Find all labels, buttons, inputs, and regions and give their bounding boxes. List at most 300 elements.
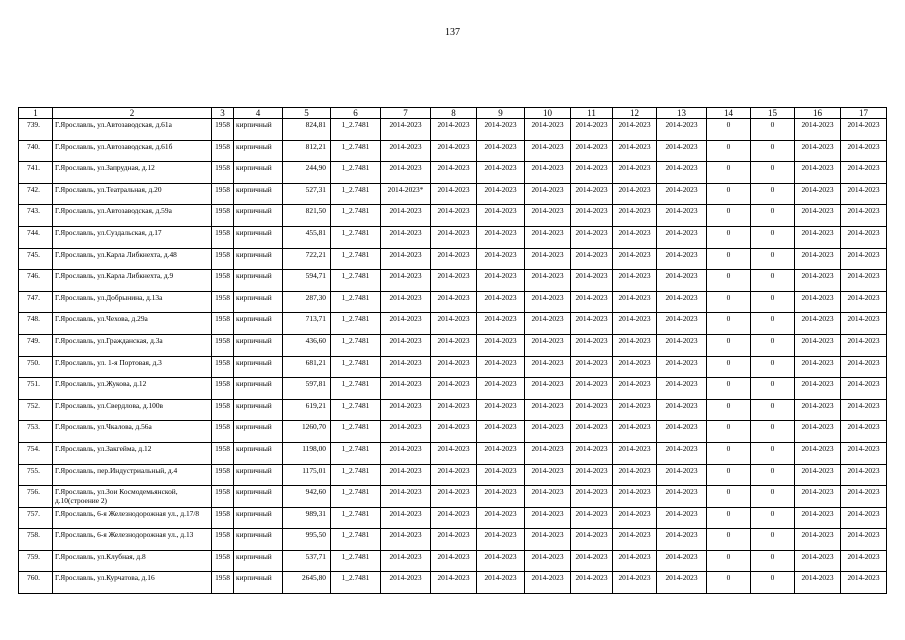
table-cell: кирпичный <box>234 313 283 335</box>
table-row <box>19 183 887 205</box>
table-cell: 2014-2023 <box>841 421 887 443</box>
table-cell: 1958 <box>212 442 234 464</box>
table-cell: 2014-2023 <box>795 378 841 400</box>
table-row <box>19 119 887 141</box>
table-cell: 2014-2023 <box>477 378 525 400</box>
table-cell: 2014-2023 <box>795 162 841 184</box>
table-cell: 2014-2023 <box>613 421 657 443</box>
table-cell: 2014-2023 <box>431 529 477 551</box>
table-cell: 2014-2023 <box>795 313 841 335</box>
table-cell: 1_2.7481 <box>331 356 381 378</box>
column-header: 16 <box>795 108 841 119</box>
table-cell: 2014-2023 <box>571 464 613 486</box>
table-cell: 995,50 <box>283 529 331 551</box>
table-cell: 2014-2023 <box>477 270 525 292</box>
table-cell: 2014-2023 <box>795 119 841 141</box>
table-cell: 2014-2023 <box>381 205 431 227</box>
table-cell: 2014-2023 <box>477 486 525 508</box>
column-header: 9 <box>477 108 525 119</box>
table-cell: 2014-2023 <box>381 399 431 421</box>
table-cell: 0 <box>751 313 795 335</box>
table-cell: 1958 <box>212 378 234 400</box>
table-cell: 0 <box>751 378 795 400</box>
table-cell: 2014-2023 <box>613 356 657 378</box>
table-cell: 2014-2023 <box>657 550 707 572</box>
table-cell: 2014-2023 <box>525 550 571 572</box>
table-cell: 2014-2023 <box>381 572 431 594</box>
table-cell: 2014-2023 <box>525 529 571 551</box>
table-cell: 2014-2023 <box>477 226 525 248</box>
table-cell: 2014-2023 <box>657 464 707 486</box>
table-cell: 2014-2023 <box>525 378 571 400</box>
table-cell: Г.Ярославль, ул.Зои Космодемьянской, д.10(строение 2) <box>53 486 212 508</box>
table-cell: 2014-2023 <box>795 442 841 464</box>
table-cell: 2014-2023 <box>613 572 657 594</box>
table-cell: 1958 <box>212 248 234 270</box>
table-cell: 2014-2023 <box>571 486 613 508</box>
table-row <box>19 356 887 378</box>
table-cell: 0 <box>751 486 795 508</box>
table-cell: Г.Ярославль, ул. 1-я Портовая, д.3 <box>53 356 212 378</box>
table-cell: 0 <box>707 486 751 508</box>
table-cell: 0 <box>751 421 795 443</box>
column-header: 5 <box>283 108 331 119</box>
table-cell: 2014-2023 <box>431 507 477 529</box>
table-cell: 0 <box>707 313 751 335</box>
table-cell: 0 <box>751 291 795 313</box>
table-cell: 1_2.7481 <box>331 421 381 443</box>
table-cell: 2014-2023 <box>571 248 613 270</box>
table-cell: Г.Ярославль, ул.Театральная, д.20 <box>53 183 212 205</box>
table-cell: Г.Ярославль, ул.Гражданская, д.3а <box>53 334 212 356</box>
table-cell: 2014-2023 <box>381 162 431 184</box>
table-cell: 2014-2023 <box>613 442 657 464</box>
table-cell: 756. <box>19 486 53 508</box>
table-cell: 2014-2023 <box>841 464 887 486</box>
table-cell: 2014-2023 <box>657 313 707 335</box>
table-cell: 2014-2023 <box>613 183 657 205</box>
table-cell: 2014-2023 <box>795 486 841 508</box>
table-cell: 741. <box>19 162 53 184</box>
table-cell: 2014-2023 <box>431 486 477 508</box>
table-cell: Г.Ярославль, ул.Жукова, д.12 <box>53 378 212 400</box>
table-cell: кирпичный <box>234 226 283 248</box>
table-cell: 436,60 <box>283 334 331 356</box>
table-cell: 2014-2023 <box>613 313 657 335</box>
table-cell: 2014-2023 <box>477 140 525 162</box>
table-cell: кирпичный <box>234 486 283 508</box>
table-cell: 287,30 <box>283 291 331 313</box>
table-cell: 2014-2023 <box>525 226 571 248</box>
table-cell: 2014-2023 <box>657 378 707 400</box>
table-row <box>19 140 887 162</box>
table-cell: 2014-2023 <box>657 572 707 594</box>
table-cell: кирпичный <box>234 248 283 270</box>
table-cell: 2014-2023 <box>795 291 841 313</box>
table-cell: 1958 <box>212 183 234 205</box>
table-cell: 0 <box>707 464 751 486</box>
table-cell: 1958 <box>212 399 234 421</box>
table-cell: 1958 <box>212 572 234 594</box>
table-cell: 2014-2023 <box>477 442 525 464</box>
table-cell: 1958 <box>212 334 234 356</box>
table-cell: 2014-2023 <box>525 205 571 227</box>
column-header: 1 <box>19 108 53 119</box>
table-cell: 0 <box>751 119 795 141</box>
table-cell: 455,81 <box>283 226 331 248</box>
table-cell: Г.Ярославль, ул.Автозаводская, д.59а <box>53 205 212 227</box>
table-cell: 713,71 <box>283 313 331 335</box>
table-row <box>19 205 887 227</box>
table-cell: 0 <box>707 226 751 248</box>
table-cell: 2014-2023 <box>477 507 525 529</box>
table-row <box>19 270 887 292</box>
table-cell: 2014-2023 <box>477 399 525 421</box>
table-cell: 745. <box>19 248 53 270</box>
table-cell: 1_2.7481 <box>331 378 381 400</box>
table-cell: 2014-2023 <box>613 226 657 248</box>
table-row <box>19 486 887 508</box>
table-cell: 0 <box>707 205 751 227</box>
table-cell: 1_2.7481 <box>331 270 381 292</box>
table-cell: 537,71 <box>283 550 331 572</box>
table-cell: 0 <box>751 226 795 248</box>
table-cell: Г.Ярославль, ул.Карла Либкнехта, д.9 <box>53 270 212 292</box>
table-row <box>19 378 887 400</box>
table-cell: 2014-2023 <box>525 162 571 184</box>
column-header: 11 <box>571 108 613 119</box>
table-cell: 2014-2023 <box>525 442 571 464</box>
table-cell: Г.Ярославль, ул.Свердлова, д.100в <box>53 399 212 421</box>
table-cell: 749. <box>19 334 53 356</box>
table-cell: 0 <box>751 529 795 551</box>
table-cell: 2014-2023 <box>525 119 571 141</box>
table-cell: кирпичный <box>234 550 283 572</box>
table-cell: 0 <box>707 572 751 594</box>
column-header: 12 <box>613 108 657 119</box>
table-cell: 0 <box>707 399 751 421</box>
table-cell: 2014-2023 <box>841 356 887 378</box>
table-cell: 681,21 <box>283 356 331 378</box>
table-cell: 2014-2023 <box>525 334 571 356</box>
table-cell: Г.Ярославль, ул.Закгейма, д.12 <box>53 442 212 464</box>
table-cell: 743. <box>19 205 53 227</box>
table-cell: 821,50 <box>283 205 331 227</box>
table-cell: 2014-2023 <box>841 399 887 421</box>
table-cell: 1_2.7481 <box>331 399 381 421</box>
table-cell: 1_2.7481 <box>331 334 381 356</box>
table-cell: 2014-2023 <box>477 356 525 378</box>
table-cell: 0 <box>707 119 751 141</box>
table-cell: 2014-2023 <box>525 291 571 313</box>
table-cell: 2014-2023 <box>657 119 707 141</box>
table-cell: 2014-2023 <box>841 486 887 508</box>
table-cell: кирпичный <box>234 356 283 378</box>
table-cell: 2014-2023 <box>431 162 477 184</box>
table-cell: 1_2.7481 <box>331 442 381 464</box>
table-cell: кирпичный <box>234 119 283 141</box>
table-cell: 2014-2023 <box>381 486 431 508</box>
table-row <box>19 550 887 572</box>
table-cell: 1_2.7481 <box>331 183 381 205</box>
table-cell: Г.Ярославль, ул.Автозаводская, д.61б <box>53 140 212 162</box>
table-cell: 2014-2023 <box>657 270 707 292</box>
table-cell: 2014-2023 <box>431 399 477 421</box>
table-cell: 742. <box>19 183 53 205</box>
table-cell: 2014-2023 <box>431 464 477 486</box>
table-cell: 2014-2023 <box>841 226 887 248</box>
table-cell: 2014-2023 <box>657 205 707 227</box>
table-cell: 2014-2023 <box>477 291 525 313</box>
table-cell: 2014-2023 <box>571 291 613 313</box>
table-cell: 740. <box>19 140 53 162</box>
table-cell: 2014-2023 <box>431 205 477 227</box>
table-cell: 757. <box>19 507 53 529</box>
table-row <box>19 334 887 356</box>
table-cell: 1198,00 <box>283 442 331 464</box>
table-cell: 722,21 <box>283 248 331 270</box>
table-cell: 244,90 <box>283 162 331 184</box>
table-cell: 1_2.7481 <box>331 162 381 184</box>
table-cell: 2014-2023 <box>657 442 707 464</box>
table-cell: 2014-2023 <box>477 183 525 205</box>
table-cell: 2014-2023 <box>795 226 841 248</box>
housing-table <box>18 107 887 594</box>
table-header-row <box>19 108 887 119</box>
table-cell: 0 <box>751 162 795 184</box>
table-cell: 2014-2023 <box>477 550 525 572</box>
table-cell: кирпичный <box>234 162 283 184</box>
table-cell: 2014-2023 <box>525 313 571 335</box>
table-cell: 2014-2023 <box>613 464 657 486</box>
table-cell: 0 <box>707 248 751 270</box>
table-cell: 2014-2023 <box>657 529 707 551</box>
table-cell: 2014-2023 <box>477 529 525 551</box>
column-header: 8 <box>431 108 477 119</box>
table-cell: 2014-2023 <box>431 572 477 594</box>
table-cell: 2014-2023 <box>431 421 477 443</box>
table-cell: 2014-2023 <box>657 421 707 443</box>
table-cell: 1175,01 <box>283 464 331 486</box>
table-cell: 2014-2023 <box>525 486 571 508</box>
table-cell: кирпичный <box>234 183 283 205</box>
column-header: 3 <box>212 108 234 119</box>
table-cell: 1958 <box>212 119 234 141</box>
table-cell: 2014-2023 <box>477 464 525 486</box>
table-cell: Г.Ярославль, 6-я Железнодорожная ул., д.13 <box>53 529 212 551</box>
table-cell: 1_2.7481 <box>331 119 381 141</box>
table-cell: 2014-2023 <box>431 183 477 205</box>
table-cell: 2014-2023 <box>525 140 571 162</box>
table-cell: 2014-2023 <box>841 334 887 356</box>
table-cell: 2014-2023 <box>571 226 613 248</box>
table-cell: 2014-2023 <box>657 399 707 421</box>
table-cell: 2014-2023 <box>613 378 657 400</box>
table-cell: 2014-2023 <box>571 356 613 378</box>
column-header: 15 <box>751 108 795 119</box>
table-cell: 1958 <box>212 226 234 248</box>
table-cell: 2014-2023 <box>657 356 707 378</box>
table-cell: 2014-2023 <box>381 464 431 486</box>
table-cell: 2014-2023 <box>571 507 613 529</box>
table-cell: 0 <box>707 291 751 313</box>
table-cell: 2014-2023 <box>381 140 431 162</box>
table-cell: 2014-2023 <box>571 183 613 205</box>
table-cell: 2014-2023 <box>657 183 707 205</box>
table-cell: 0 <box>751 183 795 205</box>
table-row <box>19 421 887 443</box>
table-cell: 1958 <box>212 486 234 508</box>
table-cell: 2014-2023 <box>477 119 525 141</box>
table-cell: 751. <box>19 378 53 400</box>
table-cell: 2014-2023 <box>795 183 841 205</box>
table-cell: 2014-2023 <box>795 205 841 227</box>
table-cell: Г.Ярославль, ул.Добрынина, д.13а <box>53 291 212 313</box>
table-cell: 2014-2023 <box>381 442 431 464</box>
table-cell: 2014-2023 <box>613 529 657 551</box>
table-cell: 2014-2023 <box>571 140 613 162</box>
table-cell: 0 <box>707 183 751 205</box>
table-cell: 0 <box>707 421 751 443</box>
table-cell: 0 <box>707 334 751 356</box>
table-cell: Г.Ярославль, ул.Клубная, д.8 <box>53 550 212 572</box>
table-row <box>19 291 887 313</box>
table-cell: 2014-2023 <box>841 205 887 227</box>
column-header: 2 <box>53 108 212 119</box>
table-cell: 753. <box>19 421 53 443</box>
table-cell: 2014-2023 <box>381 529 431 551</box>
table-cell: 2645,80 <box>283 572 331 594</box>
column-header: 10 <box>525 108 571 119</box>
table-cell: 2014-2023 <box>613 205 657 227</box>
table-cell: 2014-2023 <box>477 205 525 227</box>
table-cell: 2014-2023 <box>477 572 525 594</box>
table-cell: 1260,70 <box>283 421 331 443</box>
table-row <box>19 464 887 486</box>
table-cell: Г.Ярославль, ул.Курчатова, д.16 <box>53 572 212 594</box>
table-cell: кирпичный <box>234 378 283 400</box>
table-cell: 2014-2023 <box>657 162 707 184</box>
table-cell: 2014-2023 <box>571 399 613 421</box>
table-cell: 0 <box>751 356 795 378</box>
table-cell: 2014-2023 <box>525 507 571 529</box>
table-cell: 2014-2023 <box>795 421 841 443</box>
table-cell: кирпичный <box>234 464 283 486</box>
table-cell: 2014-2023 <box>381 550 431 572</box>
table-cell: 2014-2023 <box>571 270 613 292</box>
table-cell: 2014-2023 <box>477 334 525 356</box>
table-cell: 747. <box>19 291 53 313</box>
table-cell: 594,71 <box>283 270 331 292</box>
table-cell: 1958 <box>212 140 234 162</box>
table-cell: 0 <box>751 205 795 227</box>
table-cell: 1_2.7481 <box>331 248 381 270</box>
table-cell: 1_2.7481 <box>331 572 381 594</box>
table-cell: 1958 <box>212 529 234 551</box>
table-cell: 2014-2023 <box>431 378 477 400</box>
table-cell: 2014-2023 <box>525 399 571 421</box>
table-cell: 2014-2023 <box>381 334 431 356</box>
table-cell: 2014-2023 <box>477 313 525 335</box>
column-header: 17 <box>841 108 887 119</box>
table-cell: 0 <box>707 442 751 464</box>
table-cell: 0 <box>707 378 751 400</box>
table-cell: 2014-2023 <box>841 119 887 141</box>
table-cell: 2014-2023 <box>795 507 841 529</box>
table-cell: 2014-2023 <box>841 313 887 335</box>
table-cell: 2014-2023 <box>613 550 657 572</box>
table-cell: 824,81 <box>283 119 331 141</box>
table-cell: 0 <box>751 464 795 486</box>
table-cell: 2014-2023 <box>613 334 657 356</box>
table-cell: 2014-2023 <box>613 486 657 508</box>
table-cell: 1958 <box>212 205 234 227</box>
table-cell: 758. <box>19 529 53 551</box>
table-cell: 2014-2023 <box>657 140 707 162</box>
table-cell: 0 <box>751 334 795 356</box>
table-cell: 2014-2023 <box>841 140 887 162</box>
table-row <box>19 572 887 594</box>
table-cell: 1958 <box>212 507 234 529</box>
table-cell: 1_2.7481 <box>331 291 381 313</box>
table-cell: 2014-2023 <box>571 119 613 141</box>
table-cell: 2014-2023 <box>613 291 657 313</box>
table-cell: 0 <box>751 140 795 162</box>
table-cell: 2014-2023 <box>431 442 477 464</box>
table-cell: 2014-2023 <box>525 270 571 292</box>
table-cell: 2014-2023 <box>431 270 477 292</box>
table-cell: 1_2.7481 <box>331 205 381 227</box>
table-cell: кирпичный <box>234 270 283 292</box>
table-cell: 2014-2023 <box>571 550 613 572</box>
column-header: 6 <box>331 108 381 119</box>
page-number: 137 <box>445 27 460 38</box>
table-cell: кирпичный <box>234 140 283 162</box>
table-cell: 2014-2023 <box>571 205 613 227</box>
table-cell: 619,21 <box>283 399 331 421</box>
table-cell: 1958 <box>212 356 234 378</box>
table-cell: 760. <box>19 572 53 594</box>
table-cell: 0 <box>707 529 751 551</box>
table-cell: 2014-2023 <box>477 421 525 443</box>
table-cell: 2014-2023 <box>381 119 431 141</box>
table-cell: кирпичный <box>234 399 283 421</box>
table-cell: 0 <box>751 248 795 270</box>
table-cell: 2014-2023 <box>571 162 613 184</box>
table-cell: Г.Ярославль, ул.Запрудная, д.12 <box>53 162 212 184</box>
table-cell: кирпичный <box>234 334 283 356</box>
table-cell: 2014-2023 <box>571 421 613 443</box>
table-cell: 2014-2023 <box>795 464 841 486</box>
table-cell: 750. <box>19 356 53 378</box>
table-cell: 942,60 <box>283 486 331 508</box>
table-cell: 2014-2023 <box>795 399 841 421</box>
table-cell: 2014-2023 <box>657 248 707 270</box>
table-cell: 1_2.7481 <box>331 550 381 572</box>
table-cell: 2014-2023 <box>571 378 613 400</box>
table-cell: 2014-2023 <box>381 378 431 400</box>
table-cell: 744. <box>19 226 53 248</box>
table-cell: кирпичный <box>234 572 283 594</box>
table-cell: 2014-2023 <box>525 572 571 594</box>
table-cell: 2014-2023 <box>381 313 431 335</box>
table-cell: 2014-2023 <box>841 183 887 205</box>
table-cell: 1958 <box>212 421 234 443</box>
table-cell: 2014-2023 <box>525 248 571 270</box>
table-cell: 2014-2023 <box>525 356 571 378</box>
table-cell: кирпичный <box>234 529 283 551</box>
table-cell: 2014-2023 <box>841 162 887 184</box>
